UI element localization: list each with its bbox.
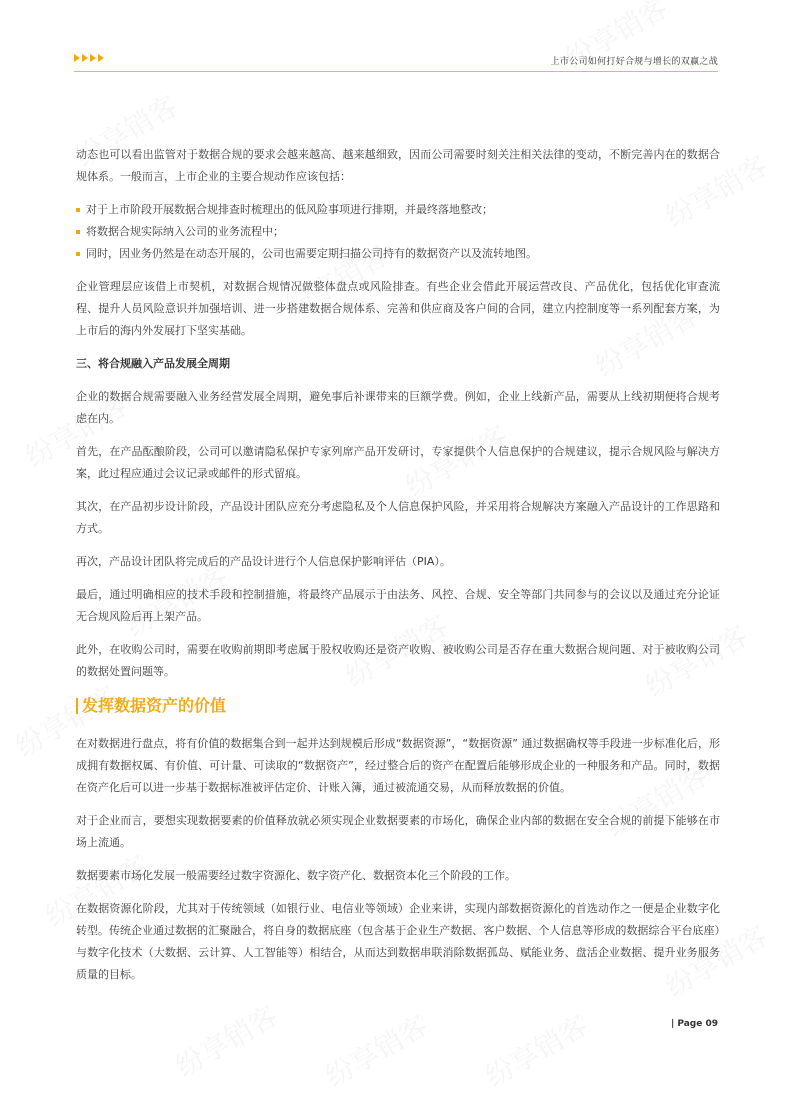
paragraph: 企业的数据合规需要融入业务经营发展全周期，避免事后补课带来的巨额学费。例如，企业上线新产品，需要从上线初期便将合规考虑在内。 [76, 390, 720, 425]
list-item [76, 221, 720, 243]
list-item-text: 对于上市阶段开展数据合规排查时梳理出的低风险事项进行排期，并最终落地整改； [86, 203, 493, 216]
arrow-icon [98, 54, 104, 62]
section-bar-icon [76, 698, 78, 714]
subheading: 三、将合规融入产品发展全周期 [76, 357, 230, 370]
bullet-icon [76, 252, 80, 256]
arrow-icon [82, 54, 88, 62]
paragraph: 数据要素市场化发展一般需要经过数字资源化、数字资产化、数据资本化三个阶段的工作。 [76, 869, 516, 882]
list-item-text: 将数据合规实际纳入公司的业务流程中； [86, 225, 284, 238]
paragraph: 企业管理层应该借上市契机，对数据合规情况做整体盘点或风险排查。有些企业会借此开展运营改良、产品优化，包括优化审查流程、提升人员风险意识并加强培训、进一步搭建数据合规体系、完善和供应商及客户间的合同，建立内控制度等一系列配套方案，为上市后的海内外发展打下坚实基础。 [76, 280, 720, 337]
list-item [76, 243, 720, 265]
bullet-icon [76, 208, 80, 212]
bullet-list [76, 199, 720, 265]
paragraph: 首先，在产品酝酿阶段，公司可以邀请隐私保护专家列席产品开发研讨，专家提供个人信息保护的合规建议，提示合规风险与解决方案，此过程应通过会议记录或邮件的形式留痕。 [76, 445, 720, 480]
section-title [76, 694, 720, 718]
paragraph: 其次，在产品初步设计阶段，产品设计团队应充分考虑隐私及个人信息保护风险，并采用将合规解决方案融入产品设计的工作思路和方式。 [76, 500, 720, 535]
paragraph: 再次，产品设计团队将完成后的产品设计进行个人信息保护影响评估（PIA）。 [76, 555, 451, 568]
watermark [168, 995, 285, 1086]
arrow-icon [74, 54, 80, 62]
header-title: 上市公司如何打好合规与增长的双赢之战 [550, 57, 718, 67]
paragraph: 此外，在收购公司时，需要在收购前期即考虑属于股权收购还是资产收购、被收购公司是否存在重大数据合规问题、对于被收购公司的数据处置问题等。 [76, 643, 720, 678]
header-arrows-icon [74, 54, 104, 62]
section-title-text: 发挥数据资产的价值 [82, 696, 227, 715]
page-body [76, 144, 720, 997]
list-item-text: 同时，因业务仍然是在动态开展的，公司也需要定期扫描公司持有的数据资产以及流转地图。 [86, 247, 537, 260]
header-divider [74, 71, 718, 72]
watermark [318, 1005, 435, 1095]
paragraph: 动态也可以看出监管对于数据合规的要求会越来越高、越来越细致，因而公司需要时刻关注相关法律的变动，不断完善内在的数据合规体系。一般而言，上市企业的主要合规动作应该包括： [76, 148, 720, 183]
arrow-icon [90, 54, 96, 62]
page-number: | Page 09 [670, 1019, 718, 1029]
watermark [478, 1005, 595, 1095]
bullet-icon [76, 230, 80, 234]
list-item [76, 199, 720, 221]
paragraph: 对于企业而言，要想实现数据要素的价值释放就必须实现企业数据要素的市场化，确保企业内部的数据在安全合规的前提下能够在市场上流通。 [76, 814, 720, 849]
paragraph: 最后，通过明确相应的技术手段和控制措施，将最终产品展示于由法务、风控、合规、安全等部门共同参与的会议以及通过充分论证无合规风险后再上架产品。 [76, 588, 720, 623]
paragraph: 在数据资源化阶段，尤其对于传统领域（如银行业、电信业等领域）企业来讲，实现内部数据资源化的首选动作之一便是企业数字化转型。传统企业通过数据的汇聚融合，将自身的数据底座（包含基于企业生产数据、客户数据、个人信息等形成的数据综合平台底座）与数字化技术（大数据、云计算、人工智能等）相结合，从而达到数据串联消除数据孤岛、赋能业务、盘活企业数据、提升业务服务质量的目标。 [76, 902, 720, 981]
paragraph: 在对数据进行盘点，将有价值的数据集合到一起并达到规模后形成“数据资源”，“数据资源” 通过数据确权等手段进一步标准化后，形成拥有数据权属、有价值、可计量、可读取的“数据资产”，经过整合后的资产在配置后能够形成企业的一种服务和产品。同时，数据在资产化后可以进一步基于数据标准被评估定价、计账入簿，通过被流通交易，从而释放数据的价值。 [76, 737, 720, 794]
